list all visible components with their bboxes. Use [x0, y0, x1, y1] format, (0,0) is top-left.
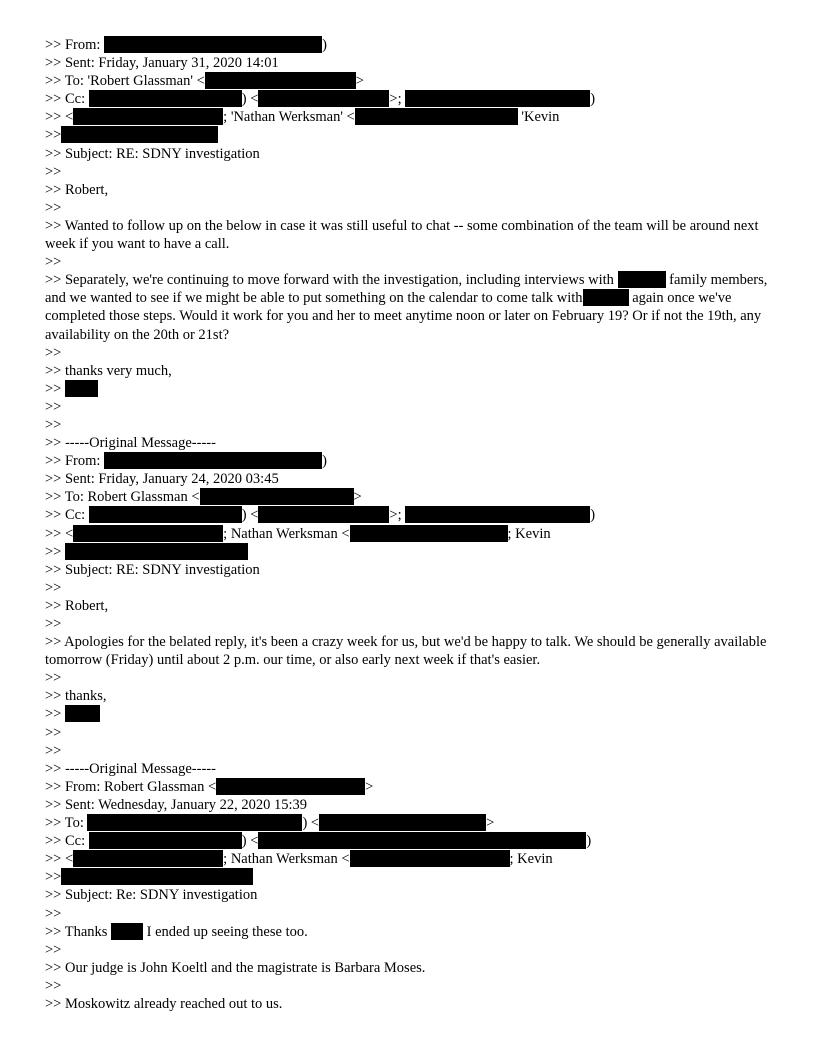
quote-line: >>	[45, 941, 62, 958]
body-paragraph: >> Wanted to follow up on the below in case it was still useful to chat -- some combination of the team will be around next week if you want to have a call.	[45, 217, 759, 253]
paren: )	[322, 37, 327, 53]
from-label: >> From:	[45, 453, 101, 470]
recipients-line-2	[45, 126, 780, 144]
redaction-box	[65, 380, 98, 397]
recipients-line	[45, 108, 780, 126]
redaction-box	[319, 814, 486, 831]
redaction-box	[405, 506, 590, 523]
quote-line: >>	[45, 398, 62, 415]
closing: >> thanks very much,	[45, 362, 172, 379]
from-label: >> From: Robert Glassman <	[45, 778, 217, 795]
redaction-box	[61, 868, 253, 885]
to-line	[45, 488, 780, 506]
recipients-line	[45, 525, 780, 543]
moskowitz-line: >> Moskowitz already reached out to us.	[45, 995, 283, 1012]
redaction-box	[355, 108, 518, 125]
quote-line: >>	[45, 579, 62, 596]
cc-label: >> Cc:	[45, 91, 86, 108]
greeting: >> Robert,	[45, 181, 109, 198]
thanks-line	[45, 923, 780, 941]
redaction-box	[205, 72, 356, 89]
body-paragraph	[45, 271, 780, 343]
redaction-box	[65, 543, 248, 560]
redaction-box	[216, 778, 365, 795]
text: >> Separately, we're continuing to move forward with the investigation, including interviews with	[45, 272, 614, 289]
prefix: >>	[45, 543, 62, 560]
redaction-box	[583, 289, 629, 306]
redaction-box	[104, 452, 322, 469]
subject-line: >> Subject: RE: SDNY investigation	[45, 145, 260, 162]
redaction-box	[258, 506, 389, 523]
email-thread	[45, 36, 780, 1013]
bracket: )	[590, 91, 596, 108]
recipient-text: 'Kevin	[521, 109, 560, 126]
redaction-box	[65, 705, 100, 722]
prefix: >> <	[45, 525, 74, 542]
redaction-box	[258, 90, 389, 107]
redaction-box	[89, 832, 242, 849]
cc-line	[45, 90, 780, 108]
bracket: >;	[389, 91, 402, 108]
original-message-divider: >> -----Original Message-----	[45, 435, 216, 452]
to-line	[45, 814, 780, 832]
redaction-box	[89, 90, 242, 107]
cc-label: >> Cc:	[45, 833, 86, 850]
text: family members, and we wanted to see if we might be able to put something on the calendar to come talk with	[45, 272, 768, 307]
bracket: ) <	[241, 91, 259, 108]
quote-line: >>	[45, 724, 62, 741]
redaction-box	[350, 525, 508, 542]
redaction-box	[258, 832, 586, 849]
from-line	[45, 452, 780, 470]
quote-line: >>	[45, 742, 62, 759]
bracket: >;	[389, 507, 402, 524]
to-label: >> To:	[45, 815, 84, 832]
judge-line: >> Our judge is John Koeltl and the magistrate is Barbara Moses.	[45, 959, 426, 976]
prefix: >>	[45, 869, 62, 886]
redaction-box	[200, 488, 354, 505]
quote-line: >>	[45, 905, 62, 922]
recipient-text: ; Nathan Werksman <	[223, 525, 350, 542]
redaction-box	[350, 850, 510, 867]
subject-line: >> Subject: Re: SDNY investigation	[45, 887, 258, 904]
text: >> Thanks	[45, 923, 108, 940]
sent-line: >> Sent: Friday, January 31, 2020 14:01	[45, 55, 279, 72]
from-line	[45, 36, 780, 54]
bracket: >	[365, 778, 374, 795]
redaction-box	[73, 525, 223, 542]
recipients-line	[45, 850, 780, 868]
quote-line: >>	[45, 163, 62, 180]
from-line	[45, 778, 780, 796]
signature-line	[45, 705, 780, 723]
bracket: )	[586, 833, 592, 850]
sent-line: >> Sent: Wednesday, January 22, 2020 15:39	[45, 796, 308, 813]
recipient-text: ; Kevin	[509, 851, 553, 868]
prefix: >> <	[45, 851, 74, 868]
redaction-box	[104, 36, 322, 53]
text: again once we've completed those steps. Would it work for you and her to meet anytime noon or later on February 19? Or if not the 19th, any availability on the 20th or 21st?	[45, 290, 762, 343]
quote-line: >>	[45, 616, 62, 632]
to-label: >> To: Robert Glassman <	[45, 489, 200, 506]
redaction-box	[89, 506, 242, 523]
bracket: >	[353, 489, 362, 506]
redaction-box	[87, 814, 302, 831]
prefix: >>	[45, 127, 62, 144]
original-message-divider: >> -----Original Message-----	[45, 760, 216, 777]
prefix: >>	[45, 380, 62, 397]
bracket: >	[355, 73, 364, 90]
redaction-box	[111, 923, 143, 940]
greeting: >> Robert,	[45, 597, 109, 614]
quote-line: >>	[45, 670, 62, 687]
quote-line: >>	[45, 977, 62, 994]
cc-line	[45, 506, 780, 524]
bracket: )	[590, 507, 596, 524]
recipient-text: ; 'Nathan Werksman' <	[223, 109, 355, 126]
bracket: ) <	[302, 815, 320, 832]
prefix: >>	[45, 706, 62, 723]
recipients-line-2	[45, 868, 780, 886]
bracket: )	[322, 453, 327, 470]
quote-line: >>	[45, 254, 62, 271]
redaction-box	[405, 90, 590, 107]
recipients-line-2	[45, 543, 780, 561]
redaction-box	[618, 271, 666, 288]
closing: >> thanks,	[45, 688, 107, 705]
redaction-box	[73, 850, 223, 867]
to-label: >> To: 'Robert Glassman' <	[45, 73, 205, 90]
recipient-text: ; Nathan Werksman <	[223, 851, 350, 868]
text: I ended up seeing these too.	[146, 923, 308, 940]
bracket: ) <	[241, 833, 259, 850]
quote-line: >>	[45, 199, 62, 216]
prefix: >> <	[45, 109, 74, 126]
redaction-box	[73, 108, 223, 125]
from-label: >> From:	[45, 37, 101, 53]
recipient-text: ; Kevin	[507, 525, 551, 542]
cc-label: >> Cc:	[45, 507, 86, 524]
sent-line: >> Sent: Friday, January 24, 2020 03:45	[45, 471, 279, 488]
signature-line	[45, 380, 780, 398]
to-line	[45, 72, 780, 90]
cc-line	[45, 832, 780, 850]
body-paragraph: >> Apologies for the belated reply, it's been a crazy week for us, but we'd be happy to talk. We should be generally available tomorrow (Friday) until about 2 p.m. our time, or also early next week if that's easier.	[45, 634, 767, 669]
bracket: ) <	[241, 507, 259, 524]
bracket: >	[486, 815, 495, 832]
subject-line: >> Subject: RE: SDNY investigation	[45, 561, 260, 578]
quote-line: >>	[45, 416, 62, 433]
quote-line: >>	[45, 344, 62, 361]
redaction-box	[61, 126, 218, 143]
